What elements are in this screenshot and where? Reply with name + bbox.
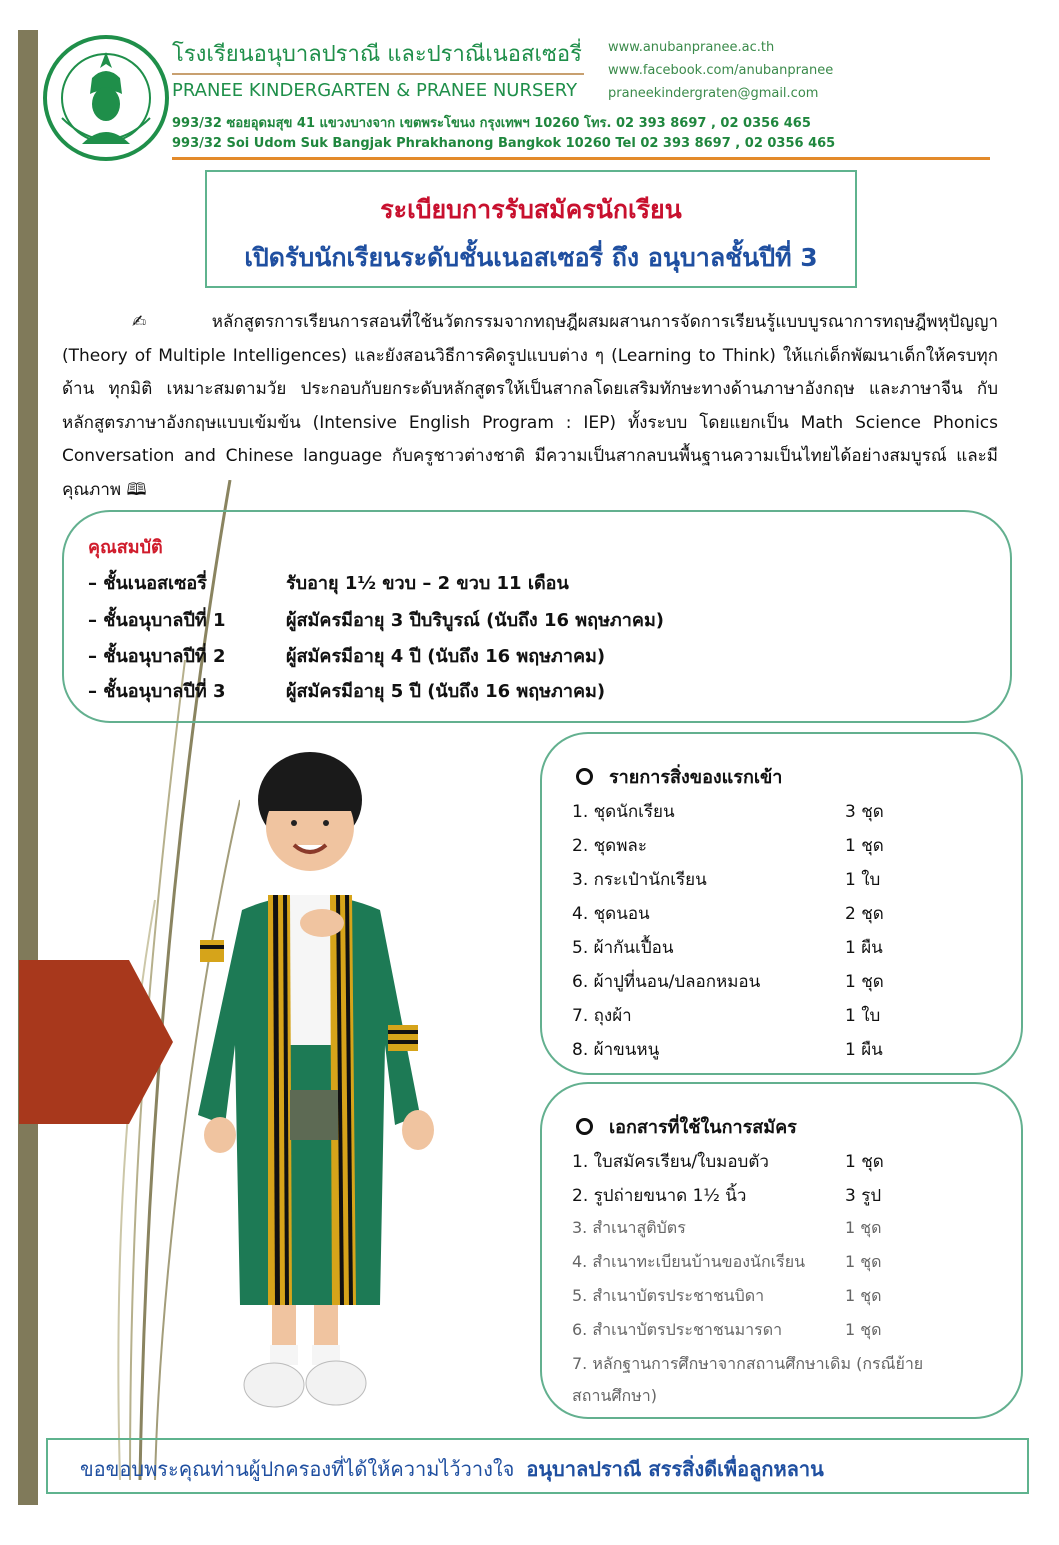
document-quantity: 3 รูป xyxy=(845,1186,882,1206)
list-item xyxy=(572,832,884,859)
item-name: 8. ผ้าขนหนู xyxy=(572,1040,660,1060)
initial-items-heading xyxy=(576,762,782,791)
qualification-detail: ผู้สมัครมีอายุ 5 ปี (นับถึง 16 พฤษภาคม) xyxy=(286,681,606,702)
qualifications-box xyxy=(62,510,1012,723)
qualification-level: – ชั้นอนุบาลปีที่ 3 xyxy=(88,681,226,702)
item-quantity: 1 ผืน xyxy=(845,938,883,958)
document-name: 3. สำเนาสูติบัตร xyxy=(572,1218,686,1237)
document-name: 1. ใบสมัครเรียน/ใบมอบตัว xyxy=(572,1152,769,1172)
facebook-link[interactable]: www.facebook.com/anubanpranee xyxy=(608,63,834,78)
document-quantity: 1 ชุด xyxy=(845,1218,882,1237)
circle-bullet-icon xyxy=(576,768,593,785)
qualification-detail: รับอายุ 1½ ขวบ – 2 ขวบ 11 เดือน xyxy=(286,573,569,594)
list-item xyxy=(572,1182,881,1209)
child-in-graduation-gown-image xyxy=(190,745,452,1425)
qualification-level: – ชั้นอนุบาลปีที่ 1 xyxy=(88,610,226,631)
title-box xyxy=(205,170,857,288)
item-name: 1. ชุดนักเรียน xyxy=(572,802,675,822)
documents-title: เอกสารที่ใช้ในการสมัคร xyxy=(609,1117,797,1138)
document-quantity: 1 ชุด xyxy=(845,1320,882,1339)
qualification-detail: ผู้สมัครมีอายุ 4 ปี (นับถึง 16 พฤษภาคม) xyxy=(286,646,606,667)
circle-bullet-icon xyxy=(576,1118,593,1135)
item-quantity: 1 ผืน xyxy=(845,1040,883,1060)
school-name-thai: โรงเรียนอนุบาลปราณี และปราณีเนอสเซอรี่ xyxy=(172,42,582,67)
list-item xyxy=(572,1036,883,1063)
footer-box xyxy=(46,1438,1029,1494)
document-quantity: 1 ชุด xyxy=(845,1252,882,1271)
document-note-line2: สถานศึกษา) xyxy=(572,1386,657,1405)
footer-slogan: อนุบาลปราณี สรรสิ่งดีเพื่อลูกหลาน xyxy=(526,1457,824,1481)
page-subtitle: เปิดรับนักเรียนระดับชั้นเนอสเซอรี่ ถึง อนุบาลชั้นปีที่ 3 xyxy=(244,243,818,272)
list-item xyxy=(572,1148,884,1175)
qualification-row xyxy=(88,605,664,634)
website-link[interactable]: www.anubanpranee.ac.th xyxy=(608,40,775,55)
item-quantity: 2 ชุด xyxy=(845,904,884,924)
item-name: 5. ผ้ากันเปื้อน xyxy=(572,938,674,958)
qualification-row xyxy=(88,568,569,597)
school-name-english: PRANEE KINDERGARTEN & PRANEE NURSERY xyxy=(172,80,578,101)
item-quantity: 3 ชุด xyxy=(845,802,884,822)
list-item xyxy=(572,934,883,961)
list-item xyxy=(572,1284,882,1309)
qualification-level: – ชั้นอนุบาลปีที่ 2 xyxy=(88,646,226,667)
item-name: 4. ชุดนอน xyxy=(572,904,650,924)
document-quantity: 1 ชุด xyxy=(845,1286,882,1305)
address-thai: 993/32 ซอยอุดมสุข 41 แขวงบางจาก เขตพระโขนง กรุงเทพฯ 10260 โทร. 02 393 8697 , 02 0356 465 xyxy=(172,116,811,131)
document-quantity: 1 ชุด xyxy=(845,1152,884,1172)
item-name: 3. กระเป๋านักเรียน xyxy=(572,870,707,890)
document-name: 6. สำเนาบัตรประชาชนมารดา xyxy=(572,1320,783,1339)
left-sidebar-bar xyxy=(18,30,38,1505)
qualification-level: – ชั้นเนอสเซอรี่ xyxy=(88,573,207,594)
item-quantity: 1 ชุด xyxy=(845,836,884,856)
header-divider xyxy=(172,73,584,75)
intro-paragraph xyxy=(62,306,998,507)
qualification-row xyxy=(88,641,605,670)
school-logo xyxy=(42,34,170,162)
address-english: 993/32 Soi Udom Suk Bangjak Phrakhanong Bangkok 10260 Tel 02 393 8697 , 02 0356 465 xyxy=(172,136,836,151)
document-name: 4. สำเนาทะเบียนบ้านของนักเรียน xyxy=(572,1252,806,1271)
list-item xyxy=(572,1216,882,1241)
qualification-detail: ผู้สมัครมีอายุ 3 ปีบริบูรณ์ (นับถึง 16 พฤษภาคม) xyxy=(286,610,665,631)
email-link[interactable]: praneekindergraten@gmail.com xyxy=(608,86,819,101)
list-item xyxy=(572,798,884,825)
red-arrow-shape xyxy=(19,960,173,1124)
page-title: ระเบียบการรับสมัครนักเรียน xyxy=(380,195,682,224)
initial-items-title: รายการสิ่งของแรกเข้า xyxy=(609,767,783,788)
document-name: 2. รูปถ่ายขนาด 1½ นิ้ว xyxy=(572,1186,747,1206)
header-orange-rule xyxy=(172,157,990,160)
footer-text xyxy=(80,1453,824,1485)
initial-items-box xyxy=(540,732,1023,1075)
document-name: 5. สำเนาบัตรประชาชนบิดา xyxy=(572,1286,765,1305)
intro-text: ✍ หลักสูตรการเรียนการสอนที่ใช้นวัตกรรมจากทฤษฎีผสมผสานการจัดการเรียนรู้แบบบูรณาการทฤษฎีพหุปัญญา (Theory of Multiple Intelligences) และยังสอนวิธีการคิดรูปแบบต่าง ๆ (Learning to Think) ให้แก่เด็กพัฒนาเด็กให้ครบทุกด้าน ทุกมิติ เหมาะสมตามวัย ประกอบกับยกระดับหลักสูตรให้เป็นสากลโดยเสริมทักษะทางด้านภาษาอังกฤษ และภาษาจีน กับหลักสูตรภาษาอังกฤษแบบเข้มข้น (Intensive English Program : IEP) ทั้งระบบ โดยแยกเป็น Math Science Phonics Conversation and Chinese language กับครูชาวต่างชาติ มีความเป็นสากลบนพื้นฐานความเป็นไทยได้อย่างสมบูรณ์ และมีคุณภาพ 🕮 xyxy=(62,312,998,500)
qualification-row xyxy=(88,676,605,705)
list-item xyxy=(572,1318,882,1343)
qualifications-title: คุณสมบัติ xyxy=(88,537,163,558)
list-item xyxy=(572,1002,880,1029)
item-quantity: 1 ใบ xyxy=(845,870,881,890)
item-name: 7. ถุงผ้า xyxy=(572,1006,632,1026)
item-quantity: 1 ชุด xyxy=(845,972,884,992)
item-name: 6. ผ้าปูที่นอน/ปลอกหมอน xyxy=(572,972,761,992)
required-documents-box xyxy=(540,1082,1023,1419)
documents-heading xyxy=(576,1112,797,1141)
list-item xyxy=(572,968,884,995)
list-item xyxy=(572,866,880,893)
document-note-line1: 7. หลักฐานการศึกษาจากสถานศึกษาเดิม (กรณีย้าย xyxy=(572,1354,924,1373)
item-quantity: 1 ใบ xyxy=(845,1006,881,1026)
list-item xyxy=(572,1250,882,1275)
footer-thanks: ขอขอบพระคุณท่านผู้ปกครองที่ได้ให้ความไว้วางใจ xyxy=(80,1457,515,1481)
item-name: 2. ชุดพละ xyxy=(572,836,647,856)
list-item xyxy=(572,900,884,927)
